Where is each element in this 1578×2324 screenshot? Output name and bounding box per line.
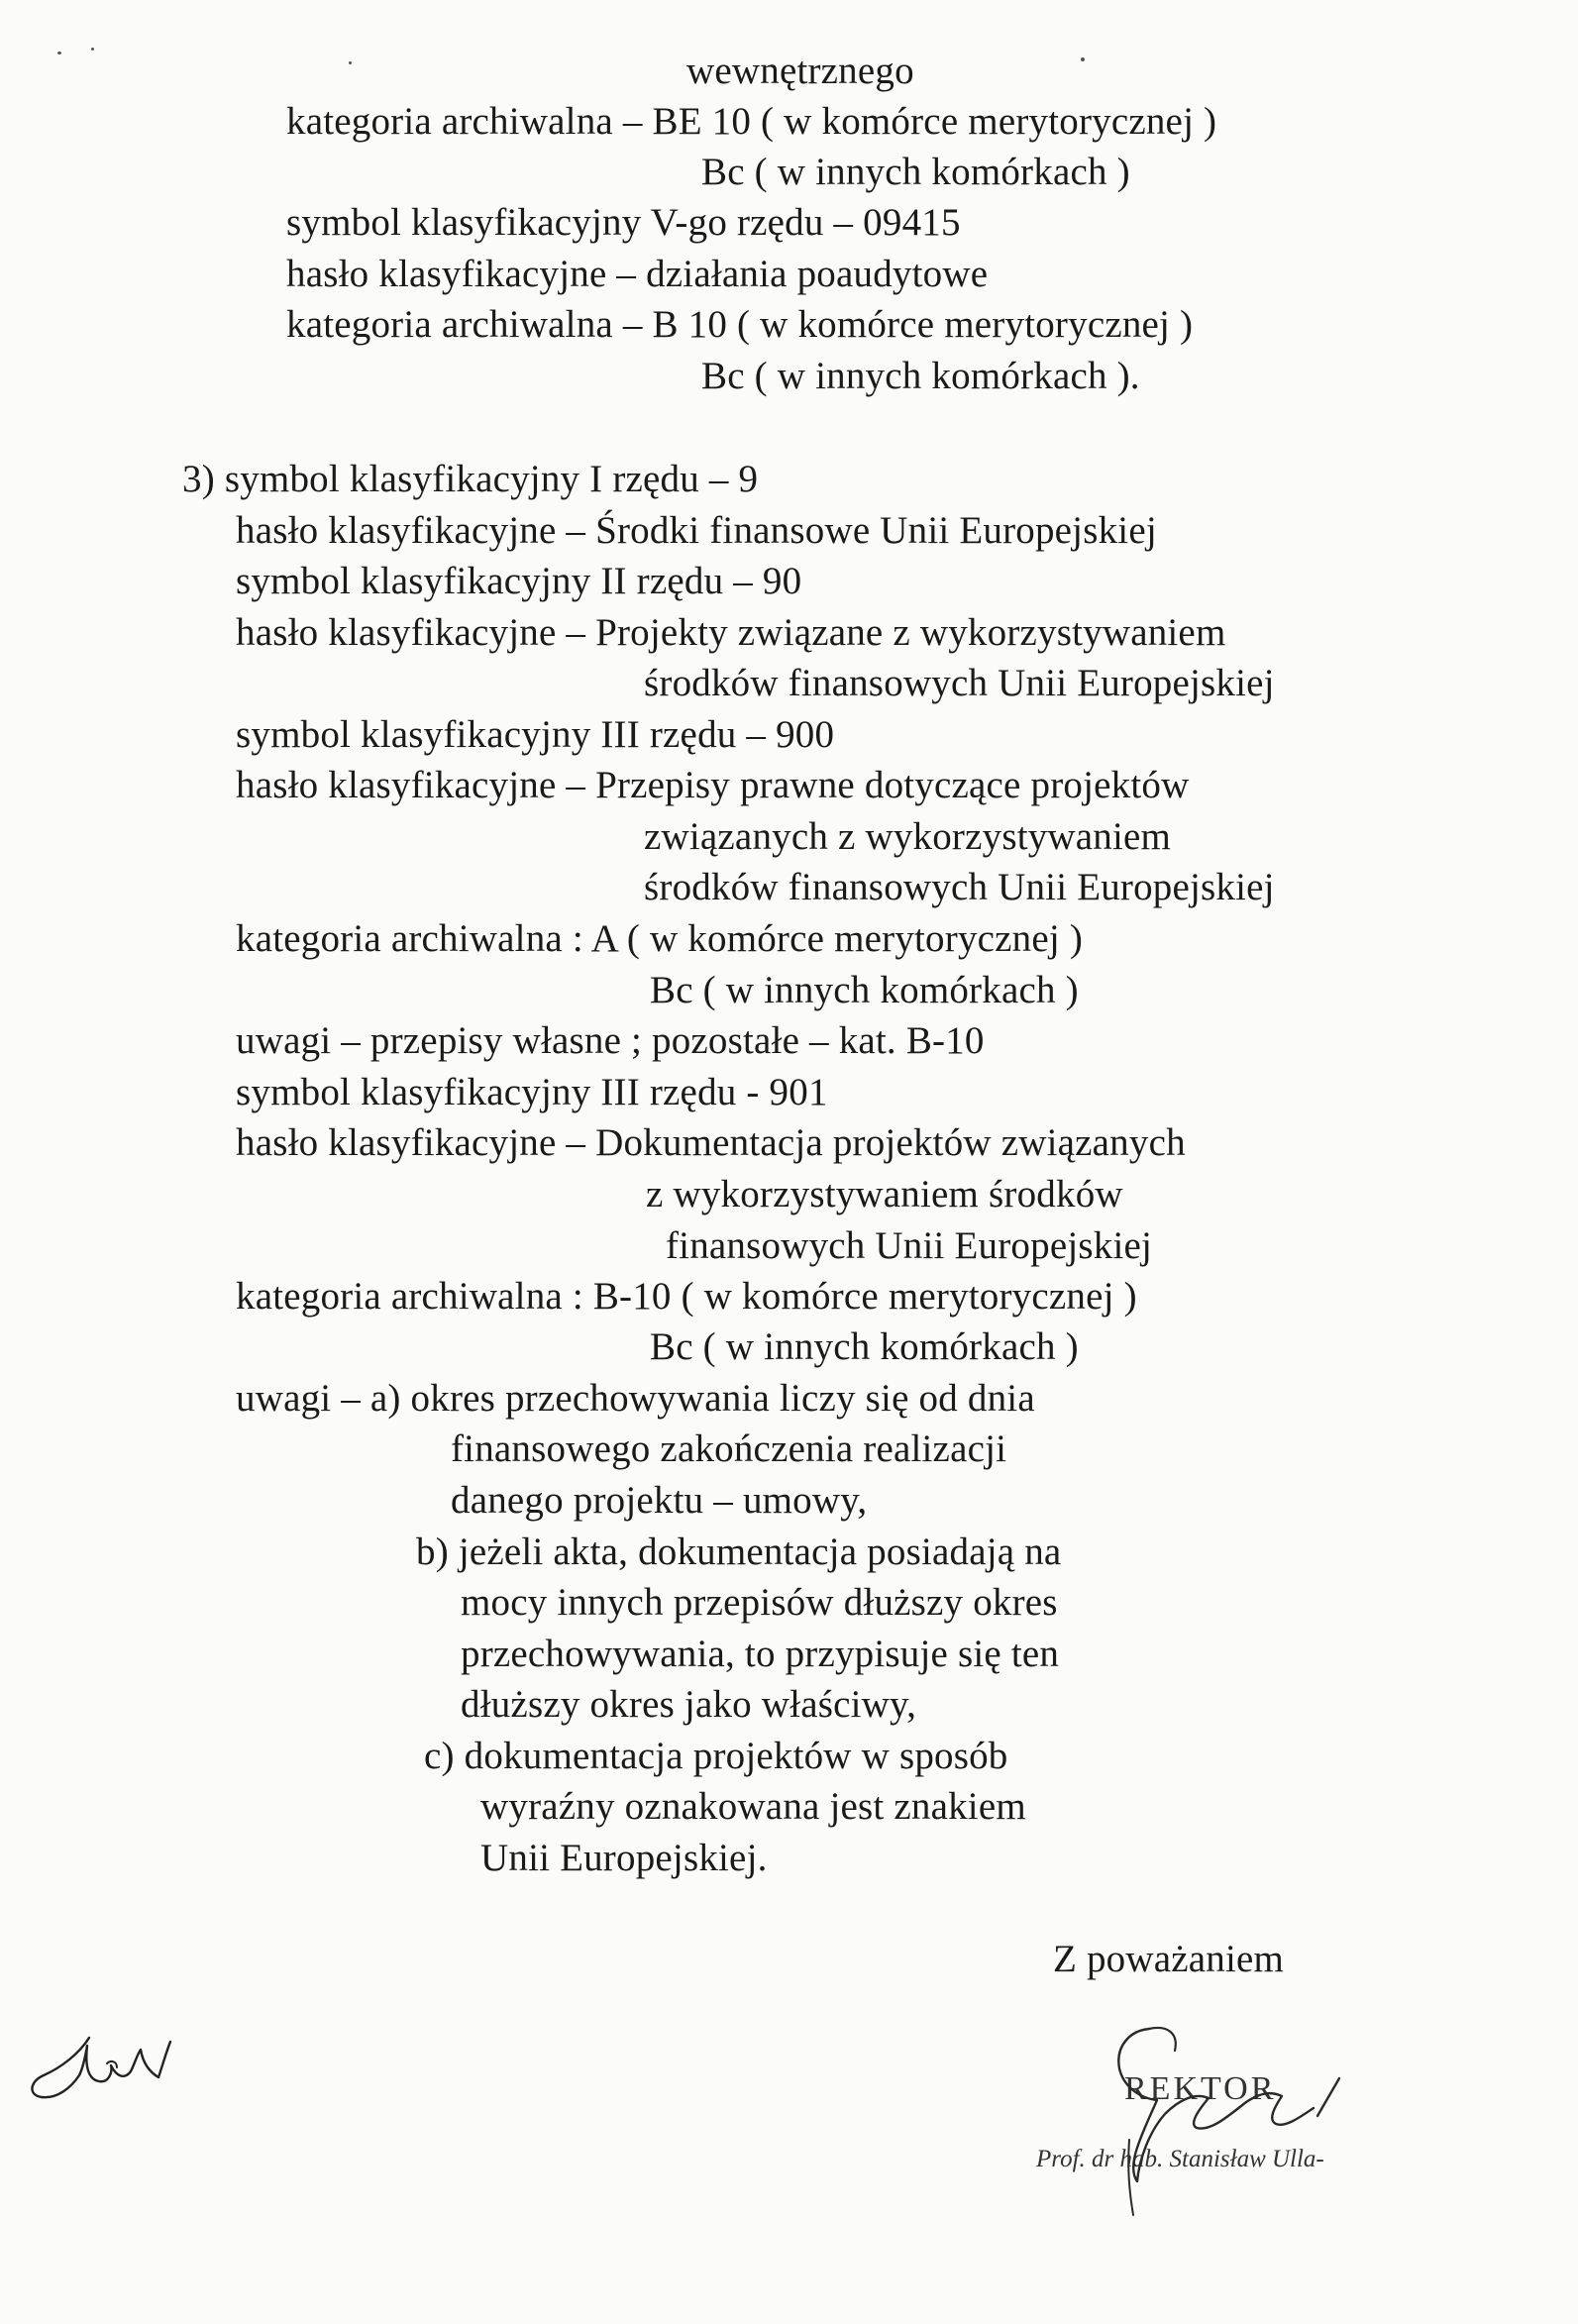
scan-speck [57, 52, 61, 54]
doc-line: hasło klasyfikacyjne – działania poaudytowe [286, 253, 989, 295]
doc-line: Bc ( w innych komórkach ) [650, 1325, 1079, 1368]
scan-speck [349, 61, 352, 64]
doc-line: finansowych Unii Europejskiej [666, 1224, 1153, 1267]
doc-line: Bc ( w innych komórkach ) [701, 151, 1130, 193]
doc-line: kategoria archiwalna : A ( w komórce merytorycznej ) [236, 917, 1084, 960]
doc-line: wewnętrznego [686, 50, 914, 92]
doc-line: Bc ( w innych komórkach ). [701, 355, 1140, 397]
doc-line: środków finansowych Unii Europejskiej [644, 866, 1275, 908]
stamp-name: Prof. dr hab. Stanisław Ulla- [1036, 2146, 1324, 2172]
scan-speck [1081, 57, 1085, 61]
doc-line: kategoria archiwalna – B 10 ( w komórce merytorycznej ) [286, 303, 1194, 346]
handwritten-initials [22, 2006, 190, 2115]
doc-line: Unii Europejskiej. [480, 1837, 768, 1879]
doc-line: c) dokumentacja projektów w sposób [424, 1735, 1008, 1777]
doc-line: finansowego zakończenia realizacji [451, 1427, 1007, 1470]
doc-line: dłuższy okres jako właściwy, [461, 1683, 917, 1726]
doc-line: środków finansowych Unii Europejskiej [644, 662, 1275, 704]
doc-line: symbol klasyfikacyjny II rzędu – 90 [236, 560, 802, 602]
doc-line: uwagi – przepisy własne ; pozostałe – kat. B-10 [236, 1019, 985, 1062]
doc-line: symbol klasyfikacyjny V-go rzędu – 09415 [286, 201, 961, 244]
doc-line: związanych z wykorzystywaniem [644, 815, 1172, 858]
rector-signature [1080, 2021, 1397, 2219]
doc-line: danego projektu – umowy, [451, 1479, 868, 1522]
doc-line: kategoria archiwalna – BE 10 ( w komórce merytorycznej ) [286, 100, 1217, 143]
doc-line: kategoria archiwalna : B-10 ( w komórce merytorycznej ) [236, 1275, 1137, 1318]
doc-line: symbol klasyfikacyjny III rzędu - 901 [236, 1071, 828, 1113]
doc-line: hasło klasyfikacyjne – Środki finansowe Unii Europejskiej [236, 509, 1157, 552]
doc-line: symbol klasyfikacyjny III rzędu – 900 [236, 713, 835, 756]
stamp-title: REKTOR [1124, 2070, 1277, 2107]
doc-line: wyraźny oznakowana jest znakiem [480, 1785, 1026, 1828]
scan-speck [91, 48, 94, 51]
doc-line: hasło klasyfikacyjne – Projekty związane z wykorzystywaniem [236, 611, 1226, 654]
doc-line: mocy innych przepisów dłuższy okres [461, 1581, 1058, 1624]
doc-line: b) jeżeli akta, dokumentacja posiadają na [416, 1531, 1062, 1573]
doc-line: hasło klasyfikacyjne – Przepisy prawne dotyczące projektów [236, 764, 1190, 806]
doc-line: hasło klasyfikacyjne – Dokumentacja projektów związanych [236, 1121, 1186, 1164]
doc-line: z wykorzystywaniem środków [646, 1173, 1123, 1215]
doc-line: 3) symbol klasyfikacyjny I rzędu – 9 [182, 458, 759, 500]
doc-line: Bc ( w innych komórkach ) [650, 969, 1079, 1011]
closing-text: Z poważaniem [1053, 1938, 1285, 1980]
doc-line: uwagi – a) okres przechowywania liczy się od dnia [236, 1377, 1035, 1420]
doc-line: przechowywania, to przypisuje się ten [461, 1633, 1060, 1675]
